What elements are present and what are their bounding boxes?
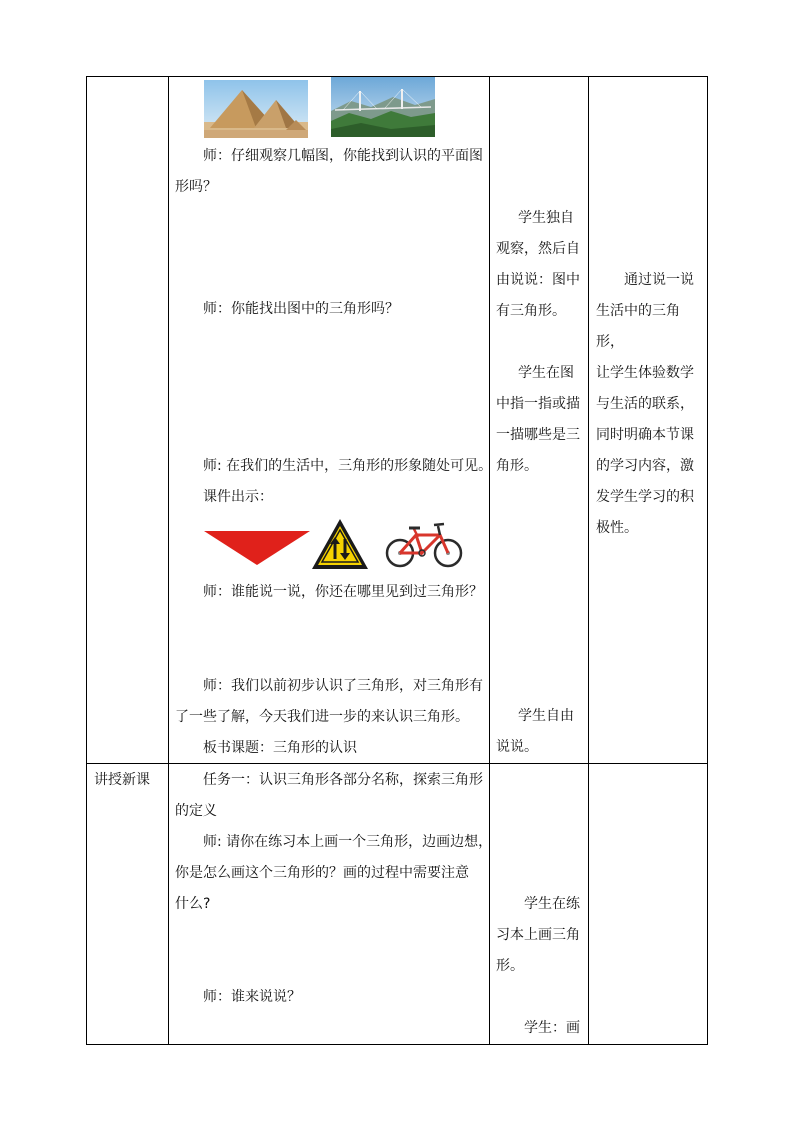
intent-line: 发学生学习的积 xyxy=(596,489,694,505)
bridge-photo xyxy=(331,77,435,137)
warning-sign-icon xyxy=(310,517,370,571)
row2-teacher-line-3: 师：谁来说说？ xyxy=(203,989,301,1005)
student-line: 观察，然后自 xyxy=(496,241,580,257)
row1-student-block-2 xyxy=(496,358,588,482)
col-divider-3 xyxy=(588,76,589,1045)
table-border-bottom xyxy=(86,1044,708,1045)
student-line: 中指一指或描 xyxy=(496,396,580,412)
row1-board-title: 板书课题：三角形的认识 xyxy=(203,740,357,756)
red-flag-triangle-icon xyxy=(204,531,310,565)
student-line: 学生独自 xyxy=(518,210,574,226)
student-line: 学生在图 xyxy=(518,365,574,381)
row-divider xyxy=(86,763,708,764)
row1-teacher-line-5a: 师：我们以前初步认识了三角形，对三角形有 xyxy=(203,678,483,694)
student-line: 有三角形。 xyxy=(496,303,566,319)
row2-teacher-line-2b: 你是怎么画这个三角形的？画的过程中需要注意 xyxy=(175,865,469,881)
col-divider-1 xyxy=(168,76,169,1045)
intent-line: 与生活的联系， xyxy=(596,396,694,412)
student-line: 形。 xyxy=(496,958,524,974)
row1-teacher-line-2: 师：你能找出图中的三角形吗？ xyxy=(203,301,399,317)
row1-courseware-label: 课件出示： xyxy=(203,489,273,505)
row2-teacher-line-1a: 任务一：认识三角形各部分名称，探索三角形 xyxy=(203,772,483,788)
intent-line: 让学生体验数学 xyxy=(596,365,694,381)
row1-student-block-3 xyxy=(496,701,588,763)
row1-teacher-line-4: 师：谁能说一说，你还在哪里见到过三角形？ xyxy=(203,584,483,600)
row1-teacher-line-5b: 了一些了解，今天我们进一步的来认识三角形。 xyxy=(175,709,469,725)
student-line: 一描哪些是三 xyxy=(496,427,580,443)
row1-teacher-line-1b: 形吗？ xyxy=(175,179,217,195)
student-line: 角形。 xyxy=(496,458,538,474)
row1-teacher-line-3: 师: 在我们的生活中，三角形的形象随处可见。 xyxy=(203,458,493,474)
intent-line: 同时明确本节课 xyxy=(596,427,694,443)
student-line: 学生：画 xyxy=(524,1020,580,1036)
row2-student-block-1 xyxy=(496,889,588,982)
intent-line: 的学习内容，激 xyxy=(596,458,694,474)
intent-line: 通过说一说 xyxy=(624,272,694,288)
table-border-left xyxy=(86,76,87,1045)
row1-teacher-line-1a: 师：仔细观察几幅图，你能找到认识的平面图 xyxy=(203,148,483,164)
row2-teacher-line-1b: 的定义 xyxy=(175,803,217,819)
bicycle-icon xyxy=(384,519,464,569)
row2-teacher-line-2a: 师: 请你在练习本上画一个三角形，边画边想， xyxy=(203,834,493,850)
student-line: 由说说：图中 xyxy=(496,272,580,288)
row2-teacher-line-2c: 什么? xyxy=(175,896,211,912)
row2-stage-label: 讲授新课 xyxy=(94,772,150,788)
intent-line: 生活中的三角形， xyxy=(596,303,680,350)
intent-line: 极性。 xyxy=(596,520,638,536)
student-line: 学生在练 xyxy=(524,896,580,912)
student-line: 学生自由 xyxy=(518,708,574,724)
pyramid-photo xyxy=(204,80,308,138)
student-line: 说说。 xyxy=(496,739,538,755)
row1-student-block-1 xyxy=(496,203,588,327)
table-border-right xyxy=(707,76,708,1045)
col-divider-2 xyxy=(489,76,490,1045)
student-line: 习本上画三角 xyxy=(496,927,580,943)
row2-student-block-2 xyxy=(496,1013,588,1044)
row1-intent-block xyxy=(596,265,706,544)
